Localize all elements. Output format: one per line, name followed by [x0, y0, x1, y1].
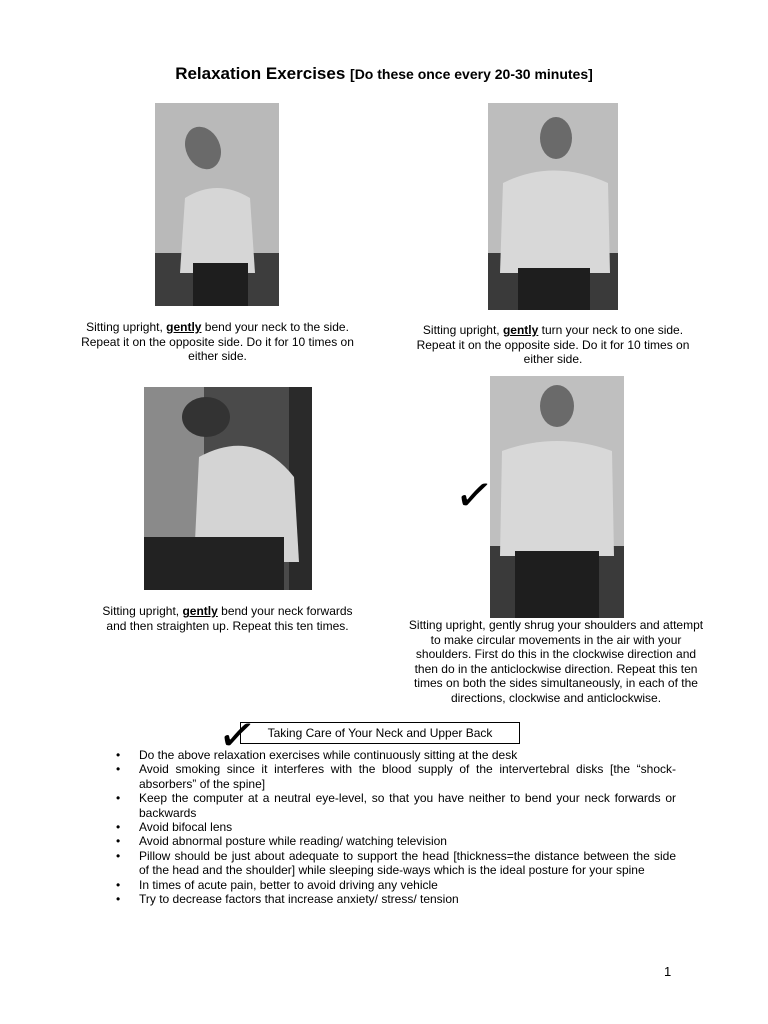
- checkmark-icon: ✓: [214, 705, 261, 765]
- photo-shoulder-shrug: [490, 376, 624, 618]
- list-item: • Keep the computer at a neutral eye-level, so that you have neither to bend your neck forwards or backwards: [112, 791, 676, 820]
- list-item: • Pillow should be just about adequate to support the head [thickness=the distance between the side of the head and the shoulder] while sleeping side-ways which is the ideal posture for your spine: [112, 849, 676, 878]
- section-heading: Taking Care of Your Neck and Upper Back: [240, 722, 520, 744]
- list-item: • Avoid abnormal posture while reading/ watching television: [112, 834, 676, 848]
- page-title: [0, 64, 768, 84]
- list-item: • Try to decrease factors that increase anxiety/ stress/ tension: [112, 892, 676, 906]
- checkmark-icon: ✓: [451, 465, 498, 525]
- list-item: • In times of acute pain, better to avoid driving any vehicle: [112, 878, 676, 892]
- tips-list: [112, 748, 676, 906]
- list-item: • Avoid bifocal lens: [112, 820, 676, 834]
- page-number: 1: [664, 964, 672, 979]
- title-subtitle: [Do these once every 20-30 minutes]: [350, 66, 593, 82]
- photo-neck-turn: [488, 103, 618, 310]
- photo-neck-forward-bend: [144, 387, 312, 590]
- list-item: • Avoid smoking since it interferes with the blood supply of the intervertebral disks [the “shock-absorbers” of the spine]: [112, 762, 676, 791]
- caption-shoulder-shrug: Sitting upright, gently shrug your shoulders and attempt to make circular movements in the air with your shoulders. First do this in the clockwise direction and then do in the anticlockwise direction. Repeat this ten times on both the sides simultaneously, in each of the directions, clockwise and anticlockwise.: [408, 618, 704, 705]
- photo-neck-side-bend: [155, 103, 279, 306]
- caption-neck-side-bend: Sitting upright, gently bend your neck to the side. Repeat it on the opposite side. Do it for 10 times on either side.: [81, 320, 354, 363]
- caption-neck-turn: Sitting upright, gently turn your neck to one side. Repeat it on the opposite side. Do it for 10 times on either side.: [416, 323, 690, 366]
- caption-neck-forward-bend: Sitting upright, gently bend your neck forwards and then straighten up. Repeat this ten times.: [102, 604, 353, 633]
- title-main: Relaxation Exercises: [175, 64, 346, 83]
- list-item: • Do the above relaxation exercises while continuously sitting at the desk: [112, 748, 676, 762]
